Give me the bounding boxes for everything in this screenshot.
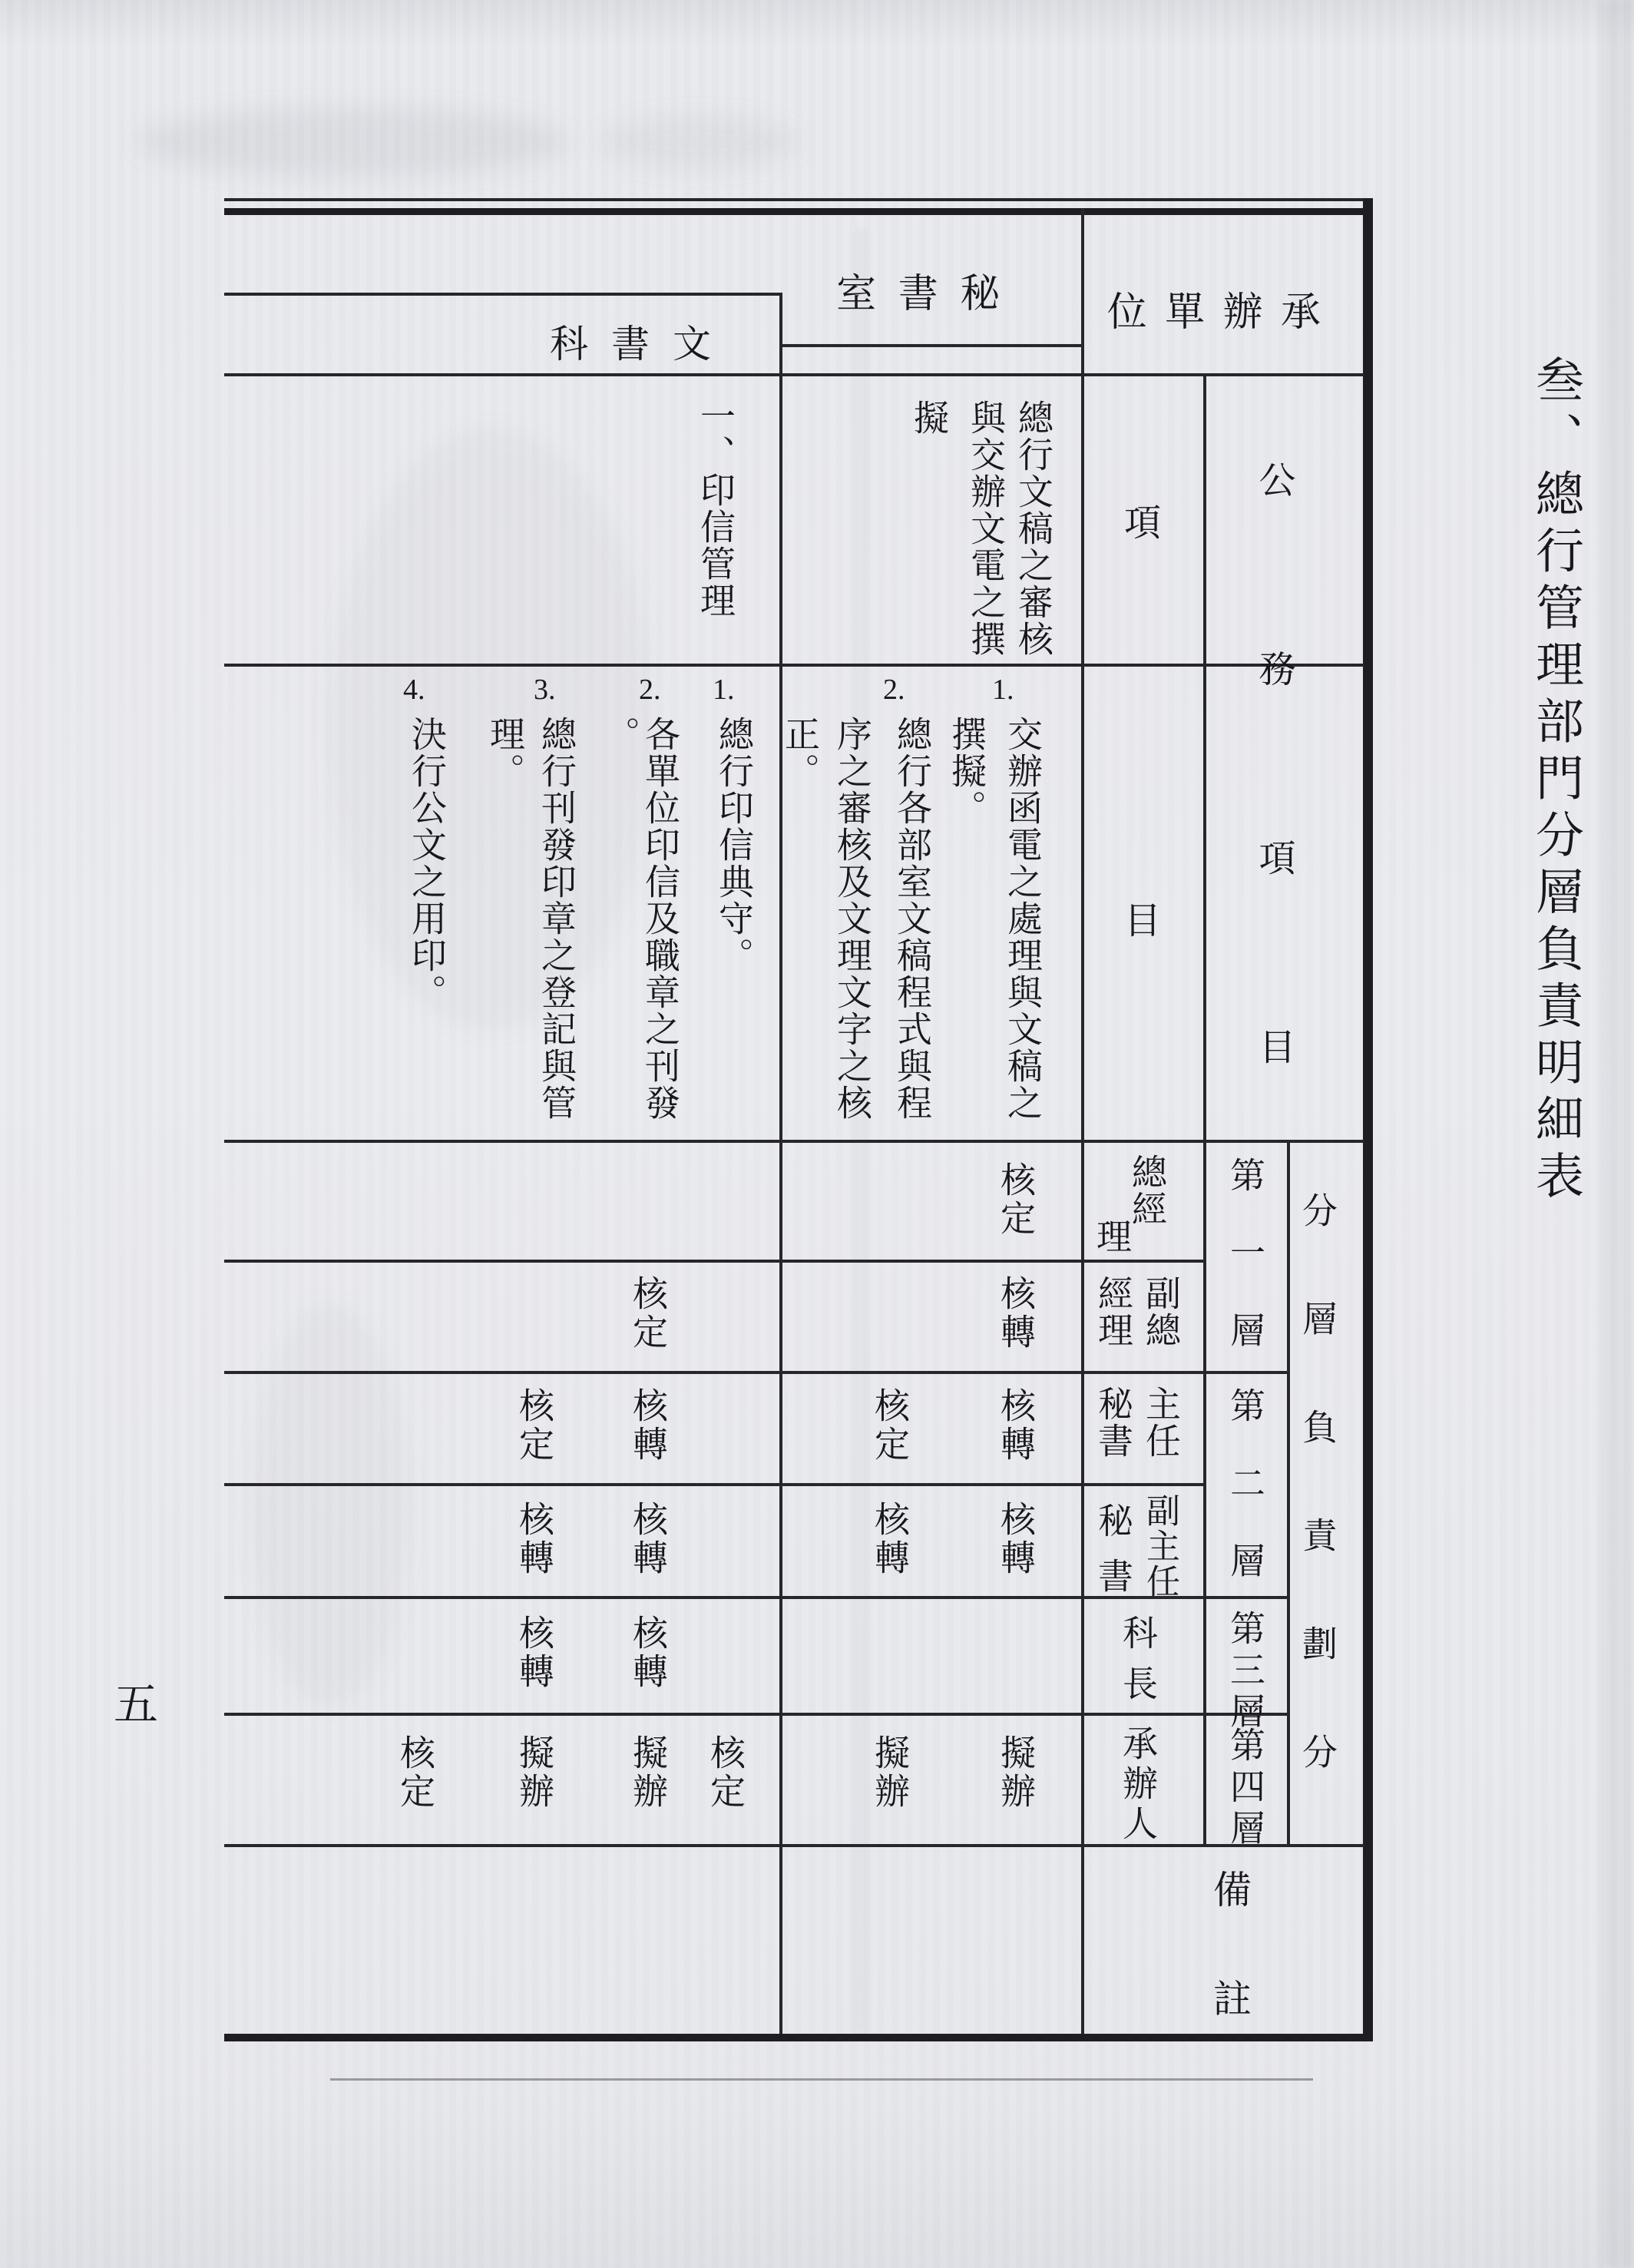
documents-subitem-3-no: 3. xyxy=(534,674,556,706)
approval-w3-handler: 擬辦 xyxy=(514,1734,554,1811)
header-level-2: 第二層 xyxy=(1226,1387,1265,1620)
role-chief-secretary: 主任 xyxy=(1141,1386,1180,1459)
header-item-col: 項 xyxy=(1123,503,1161,544)
secretariat-subitem-2-no: 2. xyxy=(883,674,905,706)
grid-line-subitem-band-top xyxy=(224,664,1364,667)
role-general-manager-wrap: 理 xyxy=(1092,1218,1131,1255)
approval-s1-general-manager: 核定 xyxy=(996,1161,1035,1238)
secretariat-subitem-2-col-2: 序之審核及文理文字之核 xyxy=(832,716,872,1121)
table-bottom-border-faint xyxy=(330,2078,1313,2081)
approval-w2-chief-secretary: 核轉 xyxy=(628,1387,667,1464)
secretariat-subitem-1-col-1: 交辦函電之處理與文稿之 xyxy=(1003,716,1042,1121)
table-top-border-thick xyxy=(224,208,1371,215)
approval-w3-deputy-chief-secretary: 核轉 xyxy=(514,1501,554,1578)
role-deputy-chief-secretary: 副主任 xyxy=(1141,1493,1179,1599)
secretariat-item-col-3: 擬 xyxy=(909,399,948,436)
secretariat-subitem-2-col-1: 總行各部室文稿程式與程 xyxy=(892,716,931,1121)
secretariat-subitem-1-no: 1. xyxy=(992,674,1014,706)
header-undertaking-unit: 位單辦承 xyxy=(1106,291,1339,335)
grid-line-level-group xyxy=(1287,1140,1290,1844)
grid-line-item-band-top xyxy=(224,373,1364,376)
unit-label-documents-section: 科書文 xyxy=(550,323,734,366)
role-section-chief: 科長 xyxy=(1118,1614,1157,1716)
grid-line-units-divider xyxy=(779,293,782,2034)
header-level-3: 第三層 xyxy=(1226,1610,1265,1734)
documents-subitem-2-no: 2. xyxy=(639,674,661,706)
role-general-manager: 總經 xyxy=(1127,1154,1166,1227)
documents-subitem-2-col-2: 。 xyxy=(600,716,640,753)
bleedthrough-smudge xyxy=(253,1306,407,1705)
approval-w3-chief-secretary: 核定 xyxy=(514,1387,554,1464)
documents-subitem-4-no: 4. xyxy=(403,674,425,706)
grid-line-secretariat-label xyxy=(779,344,1084,347)
unit-label-secretariat: 室書秘 xyxy=(836,273,1022,316)
secretariat-item-col-2: 與交辦文電之撰 xyxy=(966,399,1005,657)
documents-subitem-3-col-2: 理。 xyxy=(485,716,524,790)
table-top-border-thin xyxy=(224,198,1371,201)
approval-w1-handler: 核定 xyxy=(706,1734,745,1811)
grid-line-row-cs xyxy=(224,1483,1203,1486)
approval-w2-deputy-general-manager: 核定 xyxy=(628,1275,667,1352)
bleedthrough-smudge xyxy=(138,108,568,177)
grid-line-division-top xyxy=(224,1140,1364,1143)
header-division-group: 分層負責劃分 xyxy=(1298,1192,1337,1842)
approval-s2-deputy-chief-secretary: 核轉 xyxy=(870,1501,909,1578)
documents-subitem-1-col-1: 總行印信典守。 xyxy=(714,716,753,974)
role-deputy-chief-secretary-wrap: 秘書 xyxy=(1093,1502,1133,1613)
scan-streak xyxy=(855,230,866,2035)
approval-s1-handler: 擬辦 xyxy=(996,1734,1035,1811)
header-level-1: 第一層 xyxy=(1226,1157,1265,1389)
grid-line-row-dgm xyxy=(224,1371,1287,1374)
approval-s2-chief-secretary: 核定 xyxy=(870,1387,909,1464)
documents-subitem-4-col-1: 決行公文之用印。 xyxy=(407,716,446,1011)
header-remarks: 備註 xyxy=(1208,1869,1251,2088)
role-chief-secretary-wrap: 秘書 xyxy=(1093,1386,1133,1459)
grid-line-remarks-top xyxy=(224,1844,1364,1847)
grid-line-row-gm xyxy=(224,1260,1203,1263)
secretariat-subitem-2-col-3: 正。 xyxy=(780,716,819,790)
table-right-border xyxy=(1363,198,1373,2041)
role-handler: 承辦人 xyxy=(1118,1725,1157,1845)
header-business-group: 公務項目 xyxy=(1253,461,1294,1217)
bleedthrough-smudge xyxy=(599,115,799,169)
approval-s1-deputy-general-manager: 核轉 xyxy=(996,1275,1035,1352)
approval-s2-handler: 擬辦 xyxy=(870,1734,909,1811)
approval-s1-chief-secretary: 核轉 xyxy=(996,1387,1035,1464)
approval-w2-handler: 擬辦 xyxy=(628,1734,667,1811)
documents-subitem-2-col-1: 各單位印信及職章之刊發 xyxy=(640,716,680,1121)
role-deputy-general-manager-wrap: 經理 xyxy=(1093,1275,1133,1349)
header-subitem-col: 目 xyxy=(1123,901,1161,942)
approval-w2-section-chief: 核轉 xyxy=(628,1614,667,1691)
page-number: 五 xyxy=(113,1680,158,1730)
documents-subitem-1-no: 1. xyxy=(713,674,735,706)
grid-line-header-strip xyxy=(1081,208,1084,2034)
documents-item-col-1: 一、印信管理 xyxy=(696,398,735,619)
page-title: 叁、總行管理部門分層負責明細表 xyxy=(1529,355,1583,1207)
documents-subitem-3-col-1: 總行刊發印章之登記與管 xyxy=(537,716,576,1121)
scan-streak xyxy=(1602,0,1634,2268)
role-deputy-general-manager: 副總 xyxy=(1141,1275,1180,1349)
table-bottom-border xyxy=(224,2034,1373,2041)
secretariat-subitem-1-col-2: 撰擬。 xyxy=(947,716,986,826)
approval-w3-section-chief: 核轉 xyxy=(514,1614,554,1691)
approval-s1-deputy-chief-secretary: 核轉 xyxy=(996,1501,1035,1578)
grid-line-secretariat-bottom xyxy=(224,293,779,296)
header-level-4: 第四層 xyxy=(1226,1727,1265,1851)
secretariat-item-col-1: 總行文稿之審核 xyxy=(1014,399,1053,657)
grid-line-subheader xyxy=(1203,373,1206,1844)
approval-w2-deputy-chief-secretary: 核轉 xyxy=(628,1501,667,1578)
approval-w4-handler: 核定 xyxy=(395,1734,435,1811)
